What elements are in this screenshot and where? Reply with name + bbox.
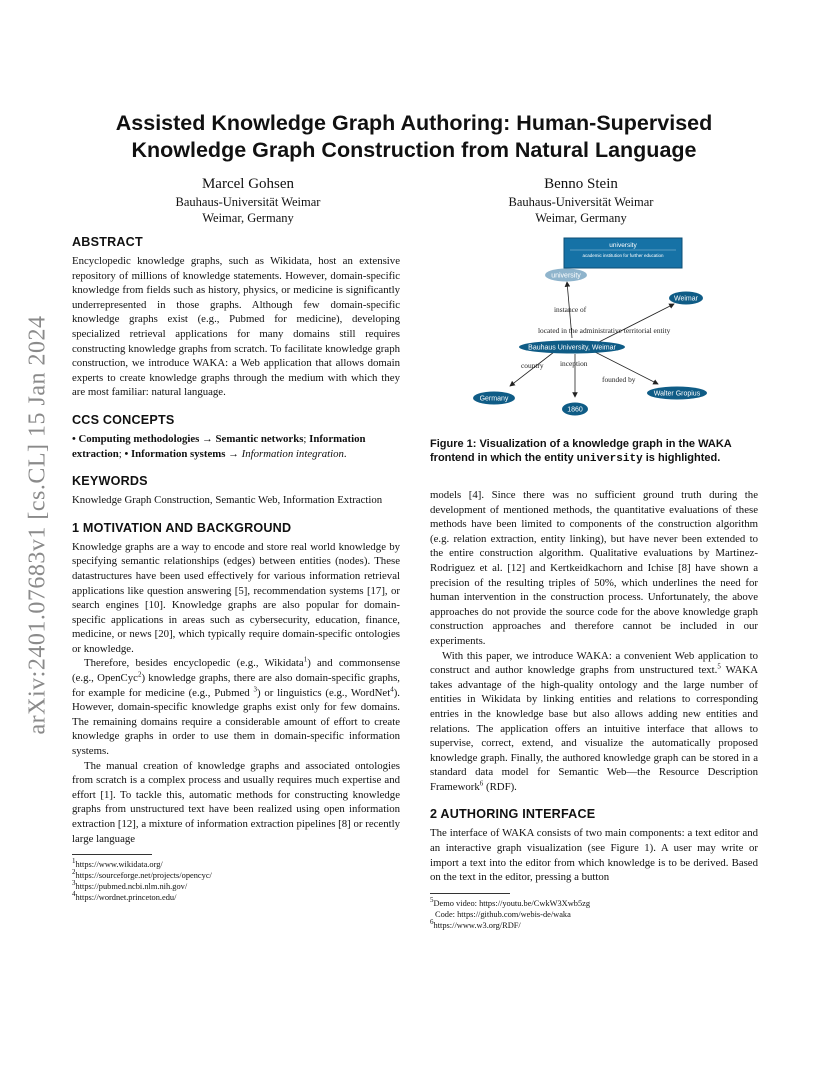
knowledge-graph-figure: [430, 234, 758, 429]
rp2-part-b: WAKA takes advantage of the high-quality ontology and the large number of entities in Wikidata by linking entities and relations to corresponding entries in the knowledge base but also allows adding new entities and relations. The application offers an intuitive interface that allows to supervise, correct, extend, and visualize the automatically proposed knowledge graph. Finally, the authored knowledge graph can be stored in a standard data model for Semantic Web—the Resource Description Framework: [430, 664, 758, 793]
footnote-5: [430, 898, 758, 909]
footnote-ref-4: 4: [390, 685, 394, 694]
footnote-ref-2: 2: [137, 670, 142, 679]
paper-title: [72, 110, 756, 164]
p2-part-d: ) or linguistics (e.g., WordNet: [256, 686, 391, 699]
section-1-paragraph-1: Knowledge graphs are a way to encode and store real world knowledge by specifying semantic relationships (edges) between entities (nodes). These datastructures have been used effectively for various information retrieval applications like question answering [5], recommendation systems [17], or search engines [10]. Knowledge graphs are also popular for domain-specific applications in areas such as cybersecurity, education, finance, medicine, or news [20], which typically require domain-specific ontologies or knowledge.: [72, 540, 400, 655]
footnote-2: [72, 870, 400, 881]
ccs-text: [72, 432, 400, 461]
ccs-bullet-2: Information extraction: [72, 432, 366, 460]
author-affiliation: Bauhaus-Universität Weimar: [508, 195, 654, 209]
footnote-text: https://www.w3.org/RDF/: [433, 920, 521, 930]
footnote-num: 5: [430, 896, 434, 905]
right-paragraph-2: [430, 649, 758, 795]
edge-label-founded-by: founded by: [602, 375, 636, 384]
author-name: Benno Stein: [544, 176, 618, 192]
edge-located-in: [595, 304, 674, 344]
footnote-num: 1: [72, 857, 76, 866]
rp2-part-a: With this paper, we introduce WAKA: a convenient Web application to construct and author knowledge graphs from unstructured text.: [430, 649, 758, 677]
keywords-text: Knowledge Graph Construction, Semantic Web, Information Extraction: [72, 494, 383, 507]
footnote-4: [72, 892, 400, 903]
section-1-paragraph-3: The manual creation of knowledge graphs and associated ontologies from scratch is a complex process and usually requires much expertise and effort [1]. To tackle this, automatic methods for constructing knowledge graphs from unstructured text have been realized using open information extraction [12], a mixture of information extraction pipelines [8] or recently large language: [72, 759, 400, 845]
node-label-walter-gropius: Walter Gropius: [653, 390, 701, 398]
footnote-text: https://wordnet.princeton.edu/: [75, 893, 177, 903]
ccs-sep-1: ;: [303, 432, 310, 445]
abstract-heading: ABSTRACT: [72, 235, 143, 249]
footnote-text: Demo video: https://youtu.be/CwkW3Xwb5zg: [433, 898, 591, 908]
author-location: Weimar, Germany: [535, 211, 627, 225]
section-1-heading: 1 MOTIVATION AND BACKGROUND: [72, 520, 292, 535]
footnote-text: https://pubmed.ncbi.nlm.nih.gov/: [75, 882, 188, 892]
footnote-divider: [430, 893, 510, 894]
right-column: [430, 234, 758, 931]
footnote-num: 2: [72, 868, 76, 877]
caption-text-a: Figure 1: Visualization of a knowledge graph in the WAKA frontend in which the entity: [430, 438, 732, 464]
footnote-ref-6: 6: [479, 779, 484, 788]
node-label-1860: 1860: [567, 406, 583, 414]
left-column: [72, 234, 400, 903]
section-1-paragraph-2: [72, 656, 400, 758]
ccs-bullet-3: • Information systems →: [124, 447, 239, 460]
author-location: Weimar, Germany: [202, 211, 294, 225]
node-label-bauhaus: Bauhaus University, Weimar: [528, 344, 616, 352]
p2-part-c: ) knowledge graphs, there are also domain-specific graphs, for example for medicine (e.g., Pubmed: [72, 672, 400, 699]
edge-label-country: country: [521, 361, 544, 370]
footnote-text: https://sourceforge.net/projects/opencyc/: [75, 871, 212, 881]
rp2-part-c: (RDF).: [483, 780, 517, 793]
edge-label-located-in: located in the administrative territorial entity: [538, 326, 671, 335]
arxiv-stamp: [18, 290, 58, 760]
knowledge-graph-svg: [430, 234, 758, 429]
ccs-sep-2: ;: [118, 447, 125, 460]
figure-caption: [430, 437, 758, 466]
tooltip-subtitle: academic institution for further education: [582, 253, 664, 258]
author-name: Marcel Gohsen: [201, 176, 295, 192]
footnote-text: Code: https://github.com/webis-de/waka: [435, 909, 571, 919]
author-2: [441, 175, 721, 226]
arxiv-stamp-text: arXiv:2401.07683v1 [cs.CL] 15 Jan 2024: [24, 315, 51, 735]
caption-mono: university: [576, 453, 643, 465]
node-label-germany: Germany: [479, 395, 509, 403]
footnote-1: [72, 859, 400, 870]
footnote-ref-3: 3: [253, 685, 257, 694]
title-line-2: Knowledge Graph Construction from Natural Language: [131, 138, 697, 162]
ccs-heading: CCS CONCEPTS: [72, 412, 175, 427]
footnote-5-code: [430, 909, 758, 920]
ccs-bullet-1: • Computing methodologies → Semantic networks: [72, 432, 304, 445]
edge-label-instance-of: instance of: [554, 305, 587, 314]
footnote-ref-1: 1: [303, 655, 308, 664]
edge-label-inception: inception: [560, 359, 588, 368]
ccs-bullet-3-italic: Information integration: [238, 447, 344, 460]
footnote-text: https://www.wikidata.org/: [75, 860, 163, 870]
footnote-num: 4: [72, 890, 76, 899]
keywords-heading: KEYWORDS: [72, 474, 148, 489]
caption-text-b: is highlighted.: [642, 452, 721, 464]
footnote-num: 3: [72, 879, 76, 888]
p2-part-a: Therefore, besides encyclopedic (e.g., Wikidata: [84, 657, 304, 670]
footnote-ref-5: 5: [717, 662, 721, 671]
abstract-text: Encyclopedic knowledge graphs, such as Wikidata, host an extensive repository of millions of knowledge statements. However, domain-specific knowledge from fields such as history, physics, or medicine is significantly underrepresented in those graphs. Although few domain-specific knowledge graphs exist (e.g., Pubmed for medicine), developing specialized retrieval applications for many domains still requires constructing knowledge graphs from scratch. To facilitate knowledge graph construction, we introduce WAKA: a Web application that allows domain experts to create knowledge graphs through the medium with which they are most familiar: natural language.: [72, 255, 400, 399]
section-2-heading: 2 AUTHORING INTERFACE: [430, 807, 596, 822]
ccs-end: .: [343, 447, 347, 460]
footnote-3: [72, 881, 400, 892]
section-2-paragraph-1: The interface of WAKA consists of two main components: a text editor and an interactive graph visualization (see Figure 1). A user may write or import a text into the editor from which knowledge is to be derived. Based on the text in the editor, pressing a button: [430, 827, 758, 884]
author-affiliation: Bauhaus-Universität Weimar: [175, 195, 321, 209]
footnote-divider: [72, 854, 152, 855]
footnote-6: [430, 920, 758, 931]
footnote-num: 6: [430, 918, 434, 927]
node-label-weimar: Weimar: [674, 295, 698, 303]
right-paragraph-1: models [4]. Since there was no sufficient ground truth during the development of mentioned methods, the quantitative evaluations of these methods have been limited to components of the construction algorithm (e.g. relation extraction, entity linking), but have never been extended to the entire construction algorithm. Qualitative evaluations by Martinez-Rodriguez et al. [12] and Kertkeidkachorn and Ichise [8] have shown a precision of the resulting triples of 50%, which underlines the need for human intervention in the construction process. Unfortunately, the above approaches do not provide the source code for the above knowledge graph construction approaches and therefore cannot be included in our experiments.: [430, 489, 758, 647]
title-line-1: Assisted Knowledge Graph Authoring: Human-Supervised: [115, 111, 713, 135]
p2-part-e: ). However, domain-specific knowledge graphs exist only for few domains. The remaining domains require a considerable amount of effort to create knowledge graphs in order to use them in domain-specific information systems.: [72, 686, 400, 758]
node-label-university: university: [551, 272, 581, 280]
author-1: [108, 175, 388, 226]
tooltip-title: university: [609, 242, 637, 249]
p2-part-b: ) and commonsense (e.g., OpenCyc: [72, 657, 400, 685]
